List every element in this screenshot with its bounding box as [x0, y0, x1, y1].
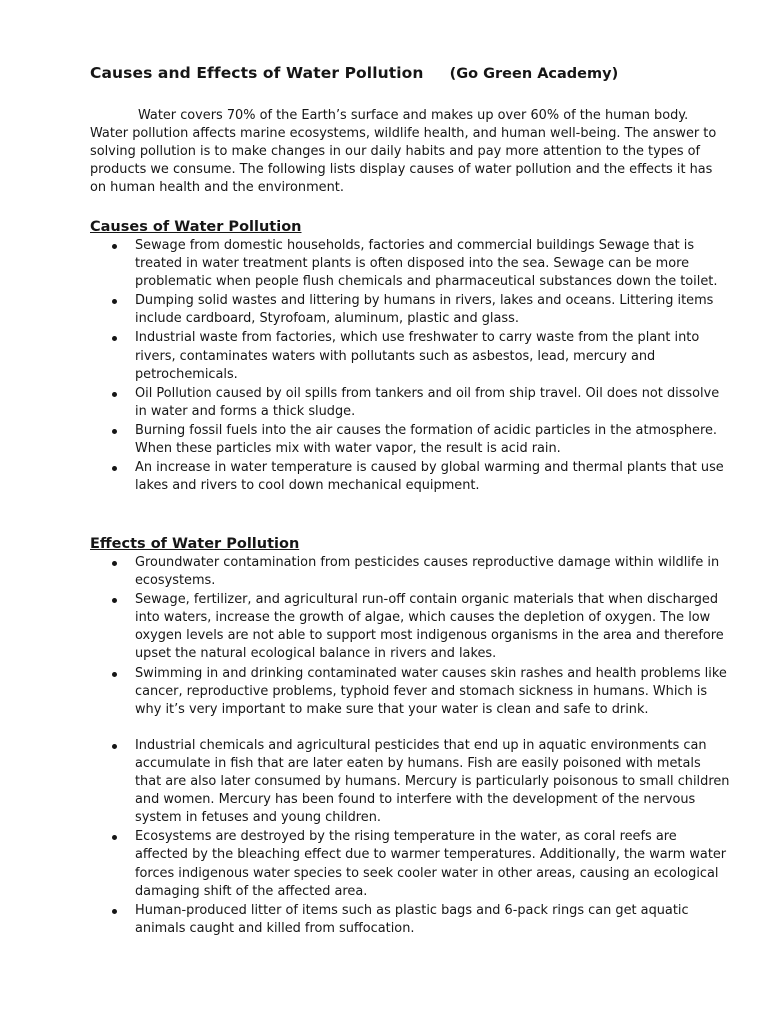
document-subtitle: (Go Green Academy) [449, 66, 619, 82]
list-item: Industrial waste from factories, which use freshwater to carry waste from the plant into rivers, contaminates waters with pollutants such as asbestos, lead, mercury and petrochemicals. [90, 329, 730, 383]
intro-paragraph [90, 107, 720, 197]
list-item: An increase in water temperature is caused by global warming and thermal plants that use lakes and rivers to cool down mechanical equipment. [90, 459, 730, 495]
list-item: Dumping solid wastes and littering by humans in rivers, lakes and oceans. Littering items include cardboard, Styrofoam, aluminum, plastic and glass. [90, 292, 730, 328]
list-item: Sewage from domestic households, factories and commercial buildings Sewage that is treated in water treatment plants is often disposed into the sea. Sewage can be more problematic when people flush chemicals and pharmaceutical substances down the toilet. [90, 237, 730, 291]
list-item: Human-produced litter of items such as plastic bags and 6-pack rings can get aquatic animals caught and killed from suffocation. [90, 902, 730, 938]
intro-text: Water covers 70% of the Earth’s surface and makes up over 60% of the human body. Water pollution affects marine ecosystems, wildlife health, and human well-being. The answer to solving pollution is to make changes in our daily habits and pay more attention to the types of products we consume. The following lists display causes of water pollution and the effects it has on human health and the environment. [90, 108, 717, 196]
causes-heading: Causes of Water Pollution [90, 219, 302, 235]
document-title: Causes and Effects of Water Pollution [90, 64, 424, 82]
causes-list [90, 237, 730, 496]
list-item: Burning fossil fuels into the air causes the formation of acidic particles in the atmosphere. When these particles mix with water vapor, the result is acid rain. [90, 422, 730, 458]
list-item: Swimming in and drinking contaminated water causes skin rashes and health problems like cancer, reproductive problems, typhoid fever and stomach sickness in humans. Which is why it’s very important to make sure that your water is clean and safe to drink. [90, 665, 730, 719]
effects-list [90, 554, 730, 939]
list-item: Ecosystems are destroyed by the rising temperature in the water, as coral reefs are affected by the bleaching effect due to warmer temperatures. Additionally, the warm water forces indigenous water species to seek cooler water in other areas, causing an ecological damaging shift of the affected area. [90, 828, 730, 900]
effects-heading: Effects of Water Pollution [90, 536, 300, 552]
title-line [90, 64, 618, 84]
list-item: Sewage, fertilizer, and agricultural run-off contain organic materials that when discharged into waters, increase the growth of algae, which causes the depletion of oxygen. The low oxygen levels are not able to support most indigenous organisms in the area and therefore upset the natural ecological balance in rivers and lakes. [90, 591, 730, 663]
list-item: Industrial chemicals and agricultural pesticides that end up in aquatic environments can accumulate in fish that are later eaten by humans. Fish are easily poisoned with metals that are also later consumed by humans. Mercury is particularly poisonous to small children and women. Mercury has been found to interfere with the development of the nervous system in fetuses and young children. [90, 737, 730, 827]
list-item: Oil Pollution caused by oil spills from tankers and oil from ship travel. Oil does not dissolve in water and forms a thick sludge. [90, 385, 730, 421]
list-item: Groundwater contamination from pesticides causes reproductive damage within wildlife in ecosystems. [90, 554, 730, 590]
